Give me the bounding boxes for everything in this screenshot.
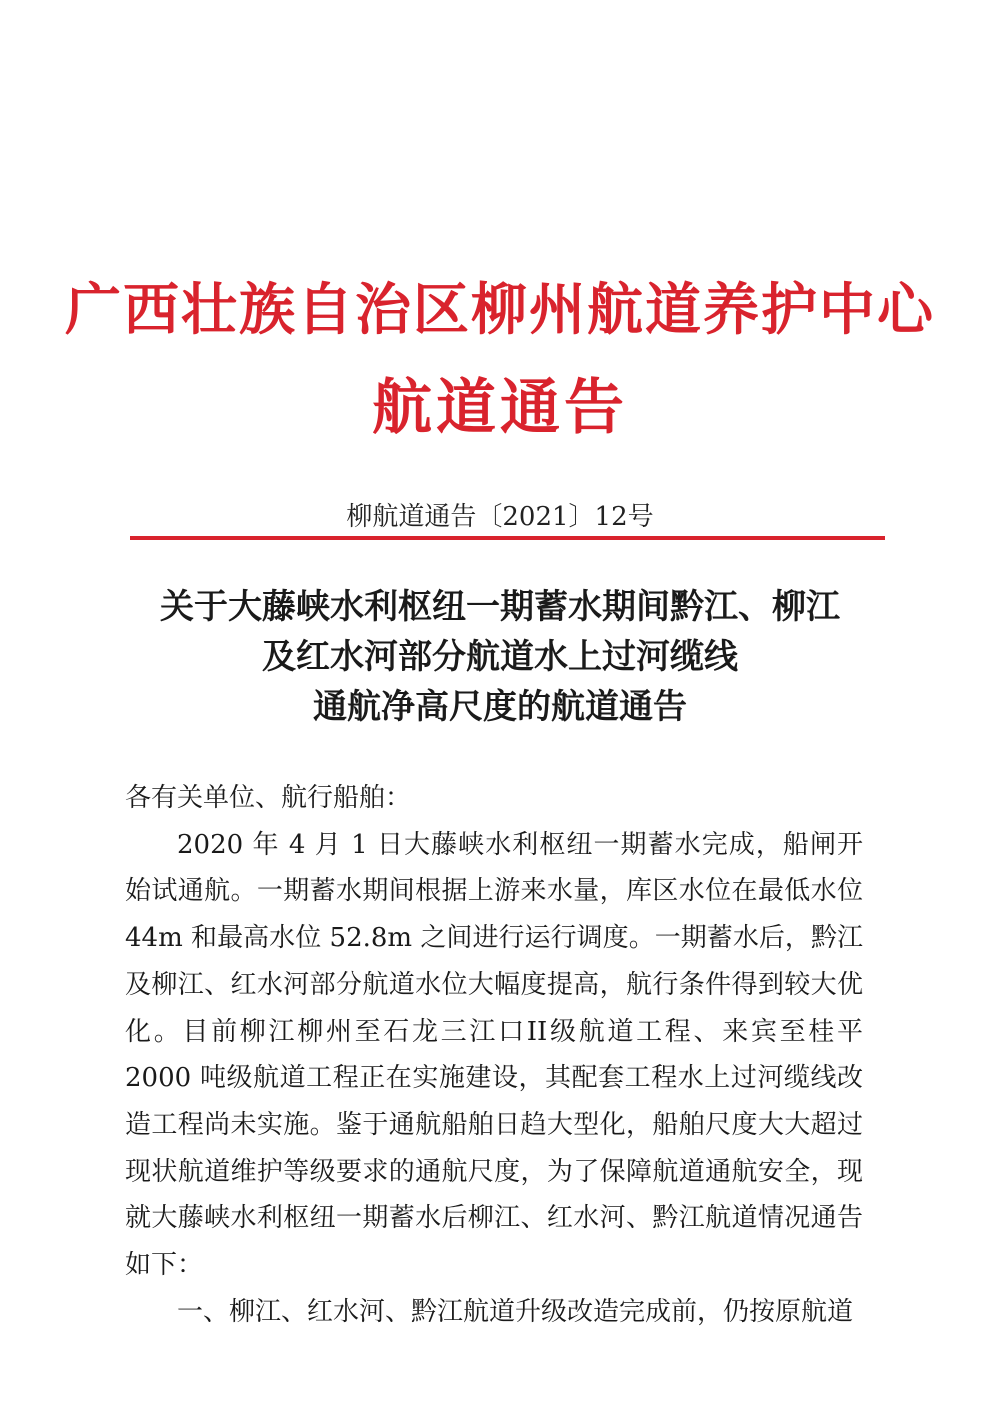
body-paragraph-1: 2020 年 4 月 1 日大藤峡水利枢纽一期蓄水完成，船闸开始试通航。一期蓄水期间根据上游来水量，库区水位在最低水位44m 和最高水位 52.8m 之间进行运行调度。一期蓄水后，黔江及柳江、红水河部分航道水位大幅度提高，航行条件得到较大优化。目前柳江柳州至石龙三江口II级航道工程、来宾至桂平 2000 吨级航道工程正在实施建设，其配套工程水上过河缆线改造工程尚未实施。鉴于通航船舶日趋大型化，船舶尺度大大超过现状航道维护等级要求的通航尺度，为了保障航道通航安全，现就大藤峡水利枢纽一期蓄水后柳江、红水河、黔江航道情况通告如下： [125, 829, 863, 1281]
document-type-header: 航道通告 [372, 373, 628, 443]
issuing-organization-header: 广西壮族自治区柳州航道养护中心 [65, 277, 935, 343]
notice-body [125, 775, 863, 1335]
body-paragraph-2: 一、柳江、红水河、黔江航道升级改造完成前，仍按原航道 [177, 1296, 854, 1327]
document-number: 柳航道通告〔2021〕12号 [346, 502, 654, 532]
notice-title-line-2: 及红水河部分航道水上过河缆线 [262, 637, 738, 677]
notice-title-line-1: 关于大藤峡水利枢纽一期蓄水期间黔江、柳江 [160, 587, 840, 627]
notice-title-line-3: 通航净高尺度的航道通告 [313, 687, 687, 727]
salutation: 各有关单位、航行船舶： [125, 783, 412, 813]
red-divider-line [130, 536, 885, 540]
notice-title [100, 582, 900, 732]
